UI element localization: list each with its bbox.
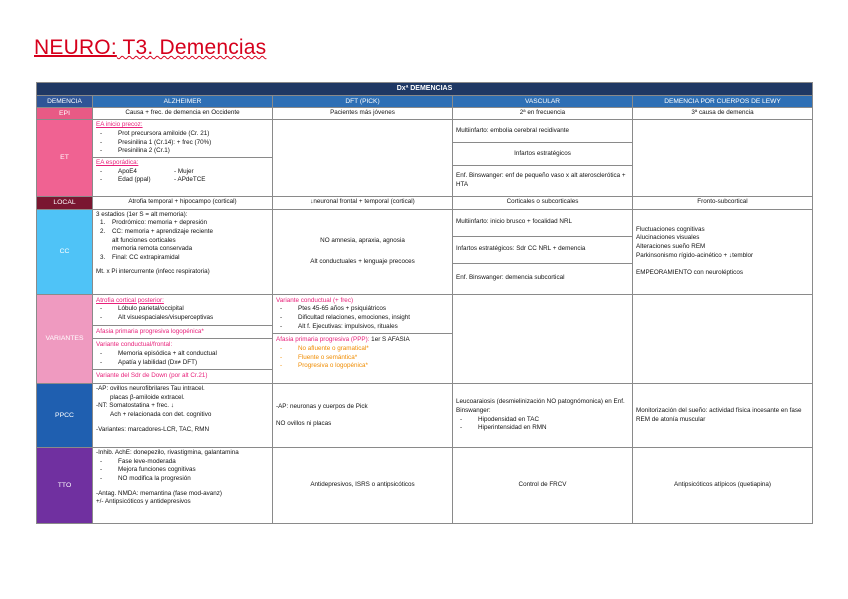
row-ppcc xyxy=(37,384,813,448)
row-label-variantes: VARIANTES xyxy=(37,294,93,384)
dft-var-2-title: Afasia primaria progresiva (PPP): xyxy=(276,336,370,344)
list-item: Alucinaciones visuales xyxy=(636,234,700,242)
row-tto xyxy=(37,448,813,524)
et-alzheimer xyxy=(93,120,273,197)
cc-alz-outro: Mt. x Pi intercurrente (infecc respiratoria) xyxy=(96,267,210,275)
ppcc-vascular xyxy=(453,384,633,448)
alz-var-3-title: Variante conductual/frontal: xyxy=(96,341,173,349)
local-dft: ↓neuronal frontal + temporal (cortical) xyxy=(273,197,453,209)
list-text: Final: CC extrapiramidal xyxy=(112,253,180,261)
row-variantes xyxy=(37,294,813,384)
ppcc-lewy: Monitorización del sueño: actividad física incesante en fase REM de atonía muscular xyxy=(633,384,813,448)
list-item: - Fluente o semántica* xyxy=(276,354,449,363)
list-item: - No afluente o gramatical* xyxy=(276,345,449,354)
header-lewy: DEMENCIA POR CUERPOS DE LEWY xyxy=(633,95,813,107)
row-local xyxy=(37,197,813,209)
page-title xyxy=(34,36,266,60)
et-dft xyxy=(273,120,453,197)
tto-dft: Antidepresivos, ISRS o antipsicóticos xyxy=(273,448,453,524)
list-item: - Ptes 45-65 años + psiquiátricos xyxy=(276,305,449,314)
row-label-et: ET xyxy=(37,120,93,197)
epi-dft: Pacientes más jóvenes xyxy=(273,107,453,119)
ppcc-dft-1: -AP: neuronas y cuerpos de Pick xyxy=(276,402,368,410)
header-alzheimer: ALZHEIMER xyxy=(93,95,273,107)
page-title-prefix: NEURO: xyxy=(34,36,117,59)
tto-alz-intro: -Inhib. AchE: donepezilo, rivastigmina, galantamina xyxy=(96,449,239,456)
ppcc-alz-4: Ach + relacionada con det. cognitivo xyxy=(110,411,212,419)
variantes-vascular xyxy=(453,294,633,384)
list-item: - Prot precursora amiloide (Cr. 21) xyxy=(96,130,269,139)
list-item: - Lóbulo parietal/occipital xyxy=(96,305,269,314)
table-header-row xyxy=(37,95,813,107)
cc-vascular xyxy=(453,209,633,294)
cc-lewy xyxy=(633,209,813,294)
list-num: 2. xyxy=(100,227,106,235)
local-lewy: Fronto-subcortical xyxy=(633,197,813,209)
alz-var-2-title: Afasia primaria progresiva logopénica* xyxy=(93,326,272,340)
list-item: alt funciones corticales xyxy=(112,236,176,244)
cc-dft-1: NO amnesia, apraxia, agnosia xyxy=(320,236,405,244)
list-num: 3. xyxy=(100,253,106,261)
header-vascular: VASCULAR xyxy=(453,95,633,107)
ppcc-alz-3: -NT: Somatostatina + frec. ↓ xyxy=(96,402,174,410)
tto-vascular: Control de FRCV xyxy=(453,448,633,524)
list-item: Fluctuaciones cognitivas xyxy=(636,225,705,233)
list-item: - Fase leve-moderada xyxy=(96,458,269,467)
tto-alzheimer xyxy=(93,448,273,524)
et-alz-precoz-title: EA inicio precoz: xyxy=(96,121,143,129)
cc-dft-2: Alt conductuales + lenguaje precoces xyxy=(310,257,415,265)
row-label-ppcc: PPCC xyxy=(37,384,93,448)
list-item: memoria remota conservada xyxy=(112,245,193,253)
list-item: - Presinilina 2 (Cr.1) xyxy=(96,147,269,156)
row-label-tto: TTO xyxy=(37,448,93,524)
et-vasc-2: Infartos estratégicos xyxy=(453,143,632,166)
ppcc-alz-1: -AP: ovillos neurofibrilares Tau intracel. xyxy=(96,385,205,392)
page-title-rest: T3. Demencias xyxy=(116,36,267,59)
row-label-epi: EPI xyxy=(37,107,93,119)
variantes-lewy xyxy=(633,294,813,384)
list-item: - Alt f. Ejecutivas: impulsivos, rituales xyxy=(276,323,449,332)
cc-vasc-1: Multiinfarto: inicio brusco + focalidad NRL xyxy=(453,210,632,237)
list-item xyxy=(96,254,269,263)
list-item: - Progresiva o logopénica* xyxy=(276,362,449,371)
ppcc-dft-2: NO ovillos ni placas xyxy=(276,419,332,427)
cc-alz-intro: 3 estadios (1er S = alt memoria): xyxy=(96,210,188,218)
ppcc-vasc-intro: Leucoaraiosis (desmielinización NO patognómonica) en Enf. Binswanger: xyxy=(456,398,625,414)
list-item: - NO modifica la progresión xyxy=(96,475,269,484)
epi-lewy: 3ª causa de demencia xyxy=(633,107,813,119)
row-cc xyxy=(37,209,813,294)
list-item: - Dificultad relaciones, emociones, insight xyxy=(276,314,449,323)
alz-var-1-title: Atrofia cortical posterior: xyxy=(96,296,164,304)
epi-alzheimer: Causa + frec. de demencia en Occidente xyxy=(93,107,273,119)
list-item: - Memoria episódica + alt conductual xyxy=(96,350,269,359)
local-alzheimer: Atrofia temporal + hipocampo (cortical) xyxy=(93,197,273,209)
et-vasc-3: Enf. Binswanger: enf de pequeño vaso x alt aterosclerótica + HTA xyxy=(456,172,626,189)
list-item xyxy=(96,219,269,228)
row-et xyxy=(37,120,813,197)
cc-vasc-2: Infartos estratégicos: Sdr CC NRL + demencia xyxy=(453,237,632,264)
header-demencia: DEMENCIA xyxy=(37,95,93,107)
tto-alz-antag: -Antag. NMDA: memantina (fase mod-avanz) xyxy=(96,489,222,497)
row-epi xyxy=(37,107,813,119)
variantes-alzheimer xyxy=(93,294,273,384)
et-vascular xyxy=(453,120,633,197)
et-alz-esp-title: EA esporádica: xyxy=(96,158,139,166)
ppcc-alz-2: placas β-amiloide extracel. xyxy=(110,393,185,401)
list-item: - Mejora funciones cognitivas xyxy=(96,466,269,475)
list-item: Parkinsonismo rígido-acinético + ↓temblor xyxy=(636,251,754,259)
list-item: - Edad (ppal) xyxy=(96,176,174,185)
list-num: 1. xyxy=(100,219,106,227)
dft-var-2-suffix: 1er S AFASIA xyxy=(369,336,410,344)
alz-var-4-title: Variante del Sdr de Down (por alt Cr.21) xyxy=(96,372,208,380)
list-item: EMPEORAMIENTO con neurolépticos xyxy=(636,268,743,276)
cc-alzheimer xyxy=(93,209,273,294)
list-item: - Hiperintensidad en RMN xyxy=(456,424,629,433)
cc-vasc-3: Enf. Binswanger: demencia subcortical xyxy=(456,274,565,282)
list-text: Prodrómico: memoria + depresión xyxy=(112,219,208,227)
et-lewy xyxy=(633,120,813,197)
ppcc-alz-5: -Variantes: marcadores-LCR, TAC, RMN xyxy=(96,425,210,433)
list-item: - ApoE4 xyxy=(96,168,174,177)
epi-vascular: 2ª en frecuencia xyxy=(453,107,633,119)
cc-dft xyxy=(273,209,453,294)
list-item: - Apatía y labilidad (Dx≠ DFT) xyxy=(96,359,269,368)
et-vasc-1: Multiinfarto: embolia cerebral recidivante xyxy=(453,120,632,143)
list-item xyxy=(96,228,269,237)
tto-alz-other: +/- Antipsicóticos y antidepresivos xyxy=(96,498,191,506)
row-label-cc: CC xyxy=(37,209,93,294)
list-item: - Presinilina 1 (Cr.14): + frec (70%) xyxy=(96,139,269,148)
list-item: Alteraciones sueño REM xyxy=(636,243,706,251)
ppcc-dft xyxy=(273,384,453,448)
list-item: - Alt visuespaciales/visuperceptivas xyxy=(96,314,269,323)
list-item: - Mujer xyxy=(174,167,194,175)
dft-var-1-title: Variante conductual (+ frec) xyxy=(276,296,354,304)
variantes-dft xyxy=(273,294,453,384)
tto-lewy: Antipsicóticos atípicos (quetiapina) xyxy=(633,448,813,524)
table-title: Dxª DEMENCIAS xyxy=(37,83,813,96)
list-item: - Hipodensidad en TAC xyxy=(456,416,629,425)
row-label-local: LOCAL xyxy=(37,197,93,209)
header-dft: DFT (PICK) xyxy=(273,95,453,107)
local-vascular: Corticales o subcorticales xyxy=(453,197,633,209)
dementia-table xyxy=(36,82,813,524)
list-item: - APdeTCE xyxy=(174,176,206,184)
ppcc-alzheimer xyxy=(93,384,273,448)
list-text: CC: memoria + aprendizaje reciente xyxy=(112,227,213,235)
